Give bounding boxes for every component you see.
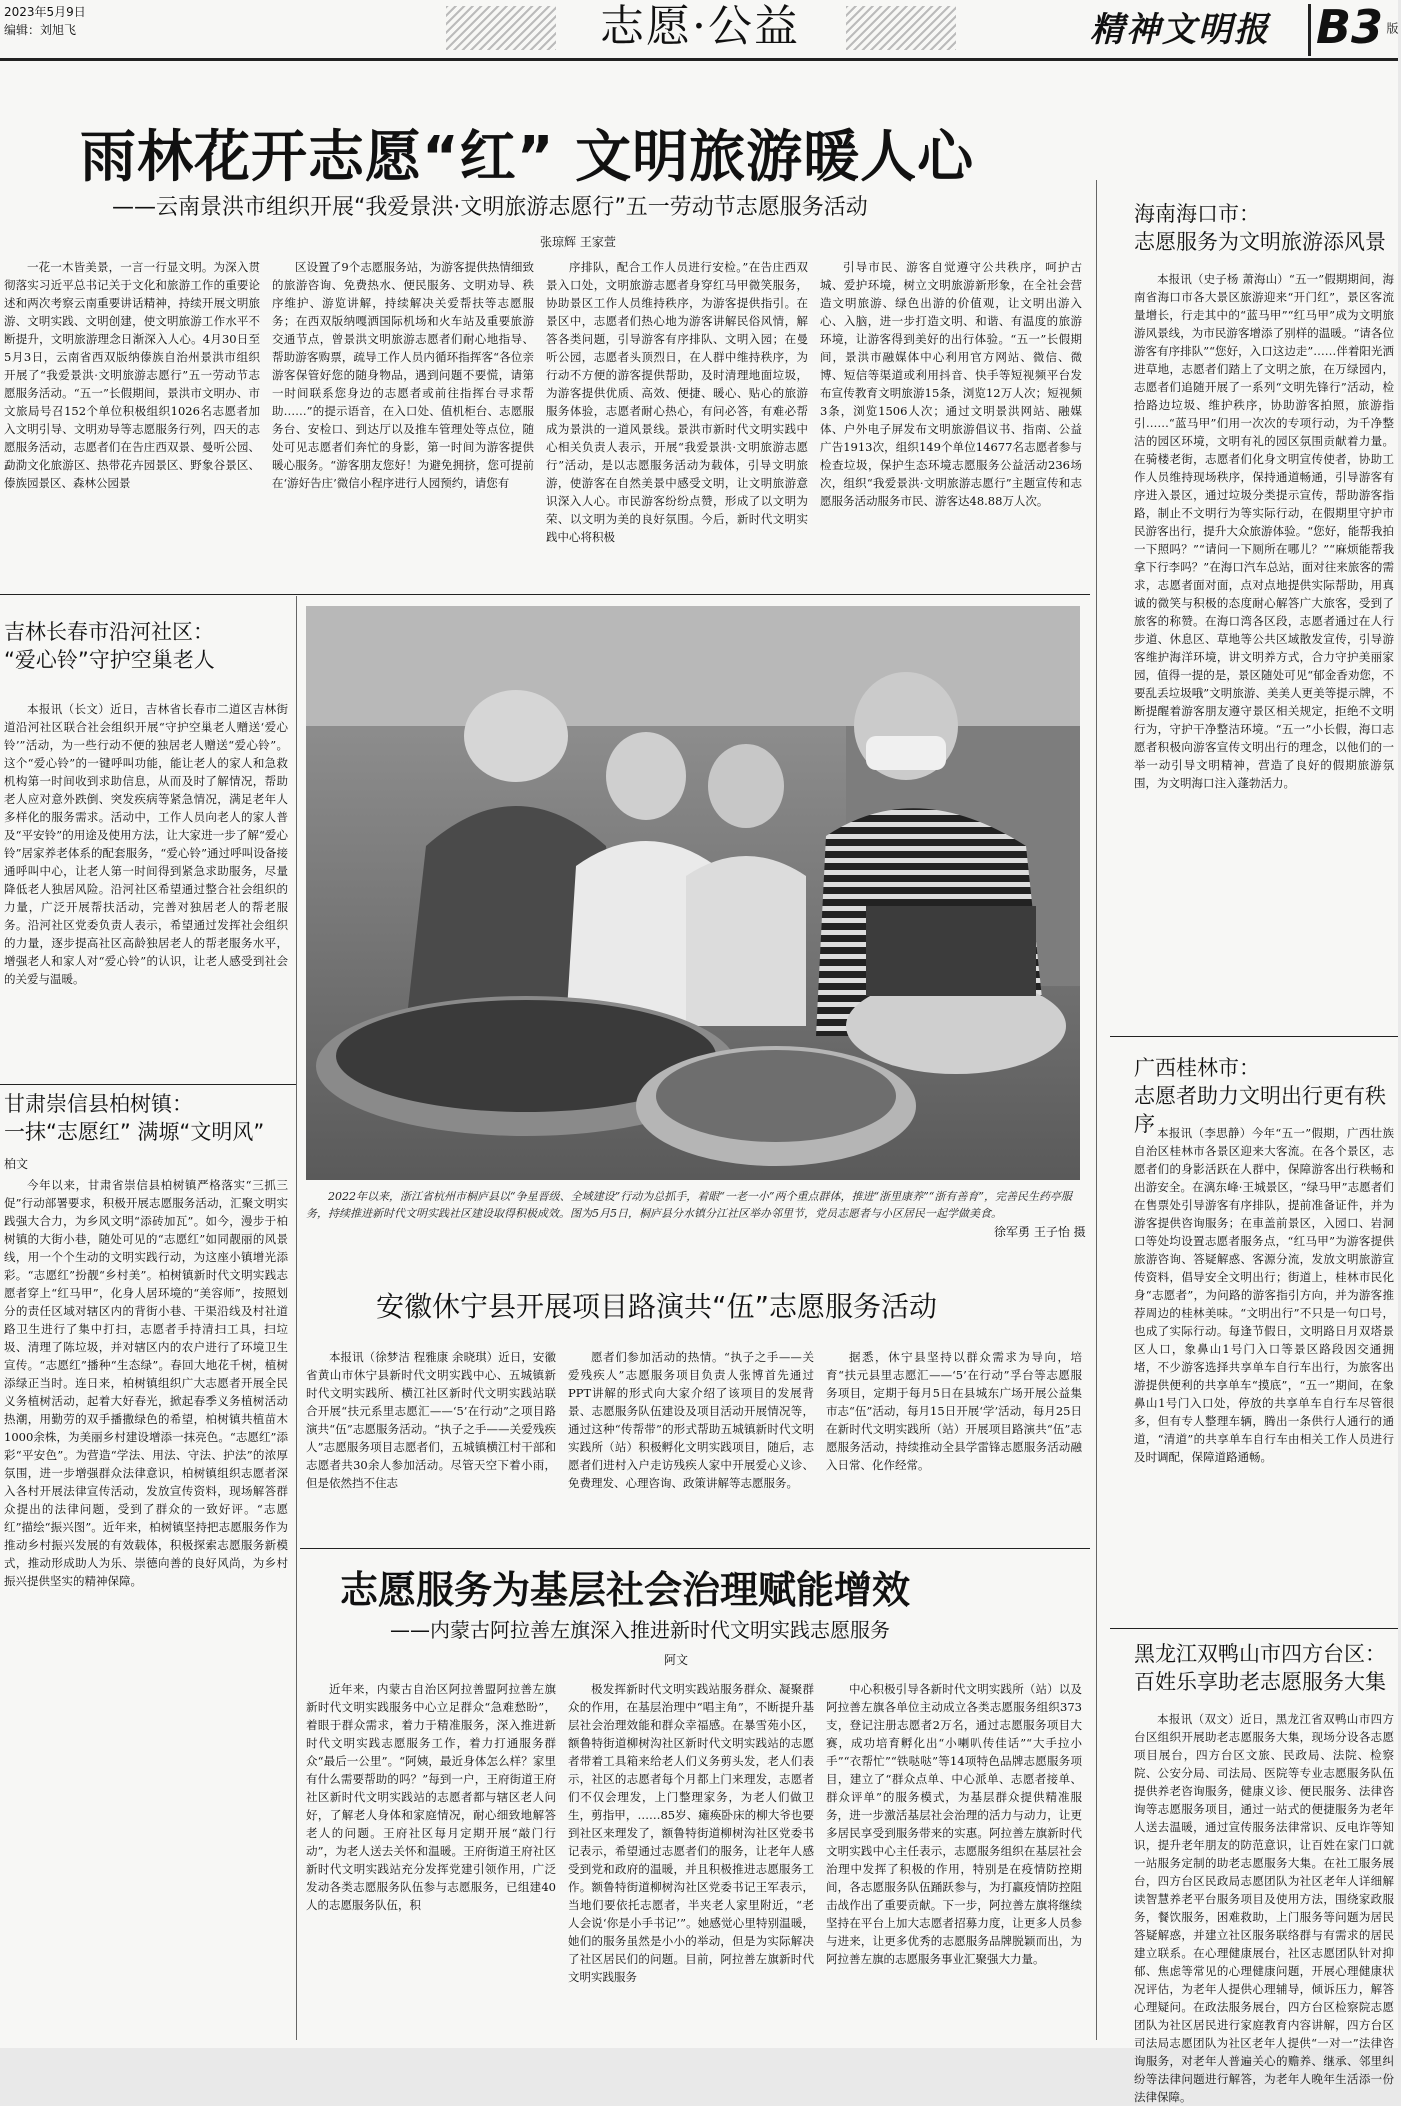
lead-column-4: 引导市民、游客自觉遵守公共秩序，呵护古城、爱护环境，树立文明旅游新形象，在全社会营造文明旅游、绿色出游的价值观，让文明出游入心、入脑，进一步打造文明、和谐、有温度的旅游环境，让游客得到美好的出行体验。“五一”长假期间，景洪市融媒体中心利用官方网站、微信、微博、短信等渠道或利用抖音、快手等短视频平台发布宣传教育文明旅游15条，浏览12万人次；短视频3条，浏览1506人次；通过文明景洪网站、融媒体、户外电子屏发布文明旅游倡议书、指南、公益广告1913次，组织149个单位14677名志愿者参与检查垃圾，保护生态环境志愿服务公益活动236场次，组织“我爱景洪·文明旅游志愿行”主题宣传和志愿服务活动服务市民、游客达48.88万人次。: [820, 260, 1082, 508]
left-column-divider: [296, 596, 297, 2040]
paper-name: 精神文明报: [1090, 10, 1270, 50]
heilongjiang-title-line2: 百姓乐享助老志愿服务大集: [1134, 1670, 1386, 1694]
neimenggu-subtitle: ——内蒙古阿拉善左旗深入推进新时代文明实践志愿服务: [390, 1618, 890, 1642]
hainan-body: 本报讯（史子杨 萧海山）“五一”假期期间，海南省海口市各大景区旅游迎来“开门红”，景区客流量增长，行走其中的“蓝马甲”“红马甲”成为文明旅游风景线，为市民游客增添了别样的温暖。“请各位游客有序排队”“您好，入口这边走”……伴着阳光洒进草地，志愿者们踏上了文明之旅，在万绿园内，志愿者们追随开展了一系列“文明先锋行”活动，检拾路边垃圾、维护秩序，协助游客拍照，旅游指引……“蓝马甲”们用一次次的专项行动，为千净整洁的园区环境，文明有礼的园区氛围贡献着力量。在骑楼老街，志愿者们化身文明宣传使者，协助工作人员维持现场秩序，保持通道畅通，引导游客有序进入景区，通过垃圾分类提示宣传，帮助游客指路，制止不文明行为等实际行动，在假期里守护市民游客出行，提升大众旅游体验。“您好，能帮我拍一下照吗？”“请问一下厕所在哪儿？”“麻烦能帮我拿下行李吗？”在海口汽车总站，面对往来旅客的需求，志愿者面对面，点对点地提供实际帮助，用真诚的微笑与积极的态度耐心解答广大旅客，受到了旅客的称赞。在海口湾各区段，志愿者通过在人行步道、休息区、草地等公共区域散发宣传，引导游客维护海洋环境，讲文明养方式，合力守护美丽家园，值得一提的是，景区随处可见“郁金香劝您，不要乱丢垃圾哦”文明旅游、美美人更美等提示牌，不断提醒着游客朋友遵守景区相关规定，拒绝不文明行为，守护干净整洁环境。“五一”小长假，海口志愿者积极向游客宣传文明出行的理念，以他们的一举一动引导文明精神，营造了良好的假期旅游氛围，为文明海口注入蓬勃活力。: [1134, 272, 1394, 790]
hainan-rule: [1110, 1036, 1398, 1037]
edition-mark: 版: [1385, 22, 1399, 34]
issue-date: 2023年5月9日: [4, 5, 86, 19]
right-column-divider: [1096, 180, 1097, 2040]
anhui-rule: [300, 1548, 1090, 1549]
hainan-title-line1: 海南海口市：: [1134, 202, 1260, 226]
photo-credit: 徐军勇 王子怡 摄: [994, 1225, 1086, 1239]
gansu-title-line2: 一抹“志愿红” 满塬“文明风”: [4, 1120, 265, 1144]
jilin-rule: [0, 1084, 296, 1085]
lead-byline: 张琼辉 王家萱: [540, 235, 616, 249]
header-stripe-left: [446, 6, 556, 50]
neimenggu-headline: 志愿服务为基层社会治理赋能增效: [340, 1568, 911, 1612]
gansu-byline: 柏文: [4, 1157, 29, 1171]
section-title: 志愿·公益: [600, 1, 800, 52]
page-divider: [1308, 4, 1311, 56]
anhui-headline: 安徽休宁县开展项目路演共“伍”志愿服务活动: [376, 1290, 938, 1323]
header-rule: [0, 58, 1398, 61]
lead-column-2: 区设置了9个志愿服务站，为游客提供热情细致的旅游咨询、免费热水、便民服务、文明劝导、秩序维护、游览讲解，持续解决关爱帮扶等志愿服务；在西双版纳嘎洒国际机场和火车站及重要旅游交通节点，曾景洪文明旅游志愿者们耐心地指导、帮助游客购票，疏导工作人员内循环指挥客“各位亲游客保管好您的随身物品，遇到问题不要慌，请第一时间联系您身边的志愿者或前往指挥台寻求帮助……”的提示语音，在入口处、值机柜台、志愿服务台、安检口、到达厅以及推车管理处等点位，随处可见志愿者们奔忙的身影，第一时间为游客提供暖心服务。“游客朋友您好！为避免拥挤，您可提前在‘游好告庄’微信小程序进行人园预约，请您有: [272, 260, 534, 490]
page-number: B3: [1316, 0, 1384, 54]
neimenggu-column-3: 中心积极引导各新时代文明实践所（站）以及阿拉善左旗各单位主动成立各类志愿服务组织373支，登记注册志愿者2万名，通过志愿服务项目大赛，成功培育孵化出“小喇叭传佳话”“大手拉小手”“衣帮忙”“铁哒哒”等14项特色品牌志愿服务项目，建立了“群众点单、中心派单、志愿者接单、群众评单”的服务模式，为基层群众提供精准服务，进一步激活基层社会治理的活力与动力，让更多居民享受到服务带来的实惠。阿拉善左旗新时代文明实践中心主任表示，志愿服务组织在基层社会治理中发挥了积极的作用，特别是在疫情防控期间，各志愿服务队伍踊跃参与，为打赢疫情防控阻击战作出了重要贡献。下一步，阿拉善左旗将继续坚持在平台上加大志愿者招募力度，让更多人员参与进来，让更多优秀的志愿服务品牌脱颖而出，为阿拉善左旗的志愿服务事业汇聚强大力量。: [826, 1682, 1082, 1966]
guangxi-title-line1: 广西桂林市：: [1134, 1056, 1260, 1080]
heilongjiang-body: 本报讯（双文）近日，黑龙江省双鸭山市四方台区组织开展助老志愿服务大集，现场分设各志愿项目展台，四方台区文旅、民政局、法院、检察院、公安分局、司法局、医院等专业志愿服务队伍提供养老咨询服务，健康义诊、便民服务、法律咨询等志愿服务项目，通过一站式的便捷服务为老年人送去温暖，通过宣传服务法律常识、反电诈等知识，提升老年朋友的防范意识，让百姓在家门口就一站服务定制的助老志愿服务大集。在社工服务展台，四方台区民政局志愿团队为社区老年人详细解读智慧养老平台服务项目及使用方法，围绕家政服务，餐饮服务，困难救助，上门服务等问题为居民答疑解惑，并建立社区服务联络群与有需求的居民建立联系。在心理健康展台，社区志愿团队针对抑郁、焦虑等常见的心理健康问题，开展心理健康状况评估，为老年人提供心理辅导，倾诉压力，解答心理疑问。在政法服务展台，四方台区检察院志愿团队为社区居民进行家庭教育内容讲解，四方台区司法局志愿团队为社区老年人提供“一对一”法律咨询服务，对老年人普遍关心的赡养、继承、邻里纠纷等法律问题进行解答，为老年人晚年生活添一份法律保障。: [1134, 1712, 1394, 2104]
hainan-title-line2: 志愿服务为文明旅游添风景: [1134, 230, 1386, 254]
header-stripe-right: [846, 6, 956, 50]
volunteer-cooking-photo: [306, 606, 1080, 1180]
lead-headline: 雨林花开志愿“红” 文明旅游暖人心: [80, 125, 975, 190]
guangxi-body: 本报讯（李思静）今年“五一”假期，广西壮族自治区桂林市各景区迎来大客流。在各个景区，志愿者们的身影活跃在人群中，保障游客出行秩畅和出游安全。在漓东峰·王城景区，“绿马甲”志愿者们在售票处引导游客有序排队，提前准备证件，并为游客提供咨询服务；在車盖前景区，入园口、岩洞口等处均设置志愿者服务点，“红马甲”为游客提供旅游咨询、答疑解惑、客源分流，发放文明旅游宣传资料，倡导安全文明出行；街道上，桂林市民化身“志愿者”，为问路的游客指引方向，并为游客推荐周边的桂林美味。“文明出行”不只是一句口号，也成了实际行动。每逢节假日，文明路日月双塔景区人口，象鼻山1号门入口等景区路段因交通拥堵，不少游客选择共享单车自行车出行，为旅客出游提供便利的共享单车“摸底”，“五一”期间，在象鼻山1号门入口处，停放的共享单车自行车尽管很多，但有专人整理车辆，腾出一条供行人通行的通道，“清道”的共享单车自行车由相关工作人员进行及时调配，保障道路通畅。: [1134, 1126, 1394, 1464]
lead-column-1: 一花一木皆美景，一言一行显文明。为深入贯彻落实习近平总书记关于文化和旅游工作的重要论述和两次考察云南重要讲话精神，持续开展文明旅游、文明实践、文明创建，使文明旅游工作水平不断提升，文明旅游理念日渐深入人心。4月30日至5月3日，云南省西双版纳傣族自治州景洪市组织开展了“我爱景洪·文明旅游志愿行”五一劳动节志愿服务活动。“五一”长假期间，景洪市文明办、市文旅局号召152个单位积极组织1026名志愿者加入文明引导、文明劝导等志愿服务行列，四天的志愿服务活动，志愿者们在告庄西双景、曼听公园、勐泐文化旅游区、热带花卉园景区、野象谷景区、傣族园景区、森林公园景: [4, 260, 260, 490]
lead-subtitle: ——云南景洪市组织开展“我爱景洪·文明旅游志愿行”五一劳动节志愿服务活动: [112, 195, 868, 220]
guangxi-rule: [1110, 1628, 1398, 1629]
neimenggu-column-2: 极发挥新时代文明实践站服务群众、凝聚群众的作用，在基层治理中“唱主角”，不断提升基层社会治理效能和群众幸福感。在暴雪苑小区，额鲁特街道柳树沟社区新时代文明实践站的志愿者带着工具箱来给老人们义务剪头发，老人们表示，社区的志愿者每个月都上门来理发，志愿者们不仅会理发，上门整理家务，为老人们做卫生，剪指甲，……85岁、瘫痪卧床的柳大爷也要到社区来理发了，额鲁特街道柳树沟社区党委书记表示，希望通过志愿者们的服务，让老年人感受到党和政府的温暖，并且积极推进志愿服务工作。额鲁特街道柳树沟社区党委书记王军表示，当地们要依托志愿者，半夹老人家里附近，“老人会说‘你是小手书记’”。她感觉心里特别温暖，她们的服务虽然是小小的举动，但是为实际解决了社区居民们的问题。目前，阿拉善左旗新时代文明实践服务: [568, 1682, 814, 1984]
neimenggu-column-1: 近年来，内蒙古自治区阿拉善盟阿拉善左旗新时代文明实践服务中心立足群众“急难愁盼”，着眼于群众需求，着力于精准服务，深入推进新时代文明实践志愿服务工作，着力打通服务群众“最后一公里”。“阿姨，最近身体怎么样？家里有什么需要帮助的吗？”每到一户，王府街道王府社区新时代文明实践站的志愿者都与辖区老人问好，了解老人身体和家庭情况，耐心细致地解答老人的问题。王府社区每月定期开展“敲门行动”，为老人送去关怀和温暖。王府街道王府社区新时代文明实践站充分发挥党建引领作用，广泛发动各类志愿服务队伍参与志愿服务，已组建40人的志愿服务队伍，积: [306, 1682, 556, 1912]
anhui-column-1: 本报讯（徐梦洁 程雅康 余晓琪）近日，安徽省黄山市休宁县新时代文明实践中心、五城镇新时代文明实践所、横江社区新时代文明实践站联合开展“扶元系里志愿汇——‘5’在行动”之项目路演共“伍”志愿服务活动。“执子之手——关爱残疾人”志愿服务项目志愿者们，五城镇横江村干部和志愿者共30余人参加活动。尽管天空下着小雨，但是依然挡不住志: [306, 1350, 556, 1490]
gansu-title-line1: 甘肃崇信县柏树镇：: [4, 1092, 193, 1116]
photo-illustration: [306, 606, 1080, 1180]
guangxi-title-line2: 志愿者助力文明出行更有秩序: [1134, 1084, 1386, 1136]
lead-bottom-rule: [0, 594, 1090, 595]
lead-column-3: 序排队，配合工作人员进行安检。”在告庄西双景入口处，文明旅游志愿者身穿红马甲微笑服务，协助景区工作人员维持秩序，为游客提供指引。在景区中，志愿者们热心地为游客讲解民俗风情，解答各类问题，引导游客有序排队、文明入园；在曼听公园，志愿者头顶烈日，在人群中维持秩序，为行动不方便的游客提供帮助，及时清理地面垃圾，为游客提供优质、高效、便捷、暖心、贴心的旅游服务体验，志愿者耐心热心，有问必答，有难必帮成为景洪的一道风景线。景洪市新时代文明实践中心相关负责人表示，开展“我爱景洪·文明旅游志愿行”活动，是以志愿服务活动为载体，引导文明旅游，使游客在自然美景中感受文明，让文明旅游意识深入人心。市民游客纷纷点赞，形成了以文明为荣、以文明为美的良好氛围。今后，新时代文明实践中心将积极: [546, 260, 808, 544]
editor-credit: 编辑：刘旭飞: [4, 23, 77, 37]
photo-caption: 2022年以来，浙江省杭州市桐庐县以“争星晋级、全域建设”行动为总抓手，着眼“一老一小”两个重点群体，推进“浙里康养”“浙有善育”，完善民生药亭服务，持续推进新时代文明实践社区建设取得积极成效。图为5月5日，桐庐县分水镇分江社区举办邻里节，党员志愿者与小区居民一起学做美食。: [306, 1190, 1072, 1220]
anhui-column-2: 愿者们参加活动的热情。“执子之手——关爱残疾人”志愿服务项目负责人张博首先通过PPT讲解的形式向大家介绍了该项目的发展背景、志愿服务队伍建设及项目活动开展情况等，通过这种“传帮带”的形式帮助五城镇新时代文明实践所（站）积极孵化文明实践项目，随后，志愿者们进村入户走访残疾人家中开展爱心义诊、免费理发、心理咨询、政策讲解等志愿服务。: [568, 1350, 814, 1490]
jilin-body: 本报讯（长文）近日，吉林省长春市二道区吉林街道沿河社区联合社会组织开展“守护空巢老人赠送‘爱心铃’”活动，为一些行动不便的独居老人赠送“爱心铃”。这个“爱心铃”的一键呼叫功能，能让老人的家人和急救机构第一时间收到求助信息，从而及时了解情况，帮助老人应对意外跌倒、突发疾病等紧急情况，满足老年人多样化的服务需求。活动中，工作人员向老人的家人普及“平安铃”的用途及使用方法，让大家进一步了解“爱心铃”居家养老体系的配套服务，“爱心铃”通过呼叫设备接通呼叫中心，让老人第一时间得到紧急求助服务，尽量降低老人独居风险。沿河社区希望通过整合社会组织的力量，广泛开展帮扶活动，完善对独居老人的帮老服务。沿河社区党委负责人表示，希望通过发挥社会组织的力量，逐步提高社区高龄独居老人的帮老服务水平，增强老人和家人对“爱心铃”的认识，让老人感受到社会的关爱与温暖。: [4, 702, 288, 986]
heilongjiang-title-line1: 黑龙江双鸭山市四方台区：: [1134, 1642, 1386, 1666]
neimenggu-byline: 阿文: [664, 1653, 689, 1667]
anhui-column-3: 据悉，休宁县坚持以群众需求为导向，培育“扶元县里志愿汇——‘5’在行动”孚台等志愿服务项目，定期于每月5日在县城东广场开展公益集市志“伍”活动，每月15日开展‘学’活动，每月25日在新时代文明实践所（站）开展项目路演共“伍”志愿服务活动，持续推动全县学雷锋志愿服务活动融入日常、化作经常。: [826, 1350, 1082, 1472]
jilin-title-line1: 吉林长春市沿河社区：: [4, 620, 214, 644]
gansu-body: 今年以来，甘肃省崇信县柏树镇严格落实“三抓三促”行动部署要求，积极开展志愿服务活动，汇聚文明实践强大合力，为乡风文明“添砖加瓦”。如今，漫步于柏树镇的大街小巷，随处可见的“志愿红”如同靓丽的风景线，用一个个生动的文明实践行动，为这座小镇增光添彩。“志愿红”扮靓“乡村美”。柏树镇新时代文明实践志愿者穿上“红马甲”，化身人居环境的“美容师”，按照划分的责任区域对辖区内的背街小巷、干渠沿线及村社道路卫生进行了集中打扫，志愿者手持清扫工具，扫垃圾、清理了陈垃圾，并对辖区内的农户进行了环境卫生宣传。“志愿红”播种“生态绿”。春回大地花千树，植树添绿正当时。连日来，柏树镇组织广大志愿者开展全民义务植树活动，起着大好春光，掀起春季义务植树活动热潮，用勤劳的双手播撒绿色的希望，柏树镇共植苗木1000余株，为美丽乡村建设增添一抹亮色。“志愿红”添彩“平安色”。为营造“学法、用法、守法、护法”的浓厚氛围，进一步增强群众法律意识，柏树镇组织志愿者深入各村开展法律宣传活动，发放宣传资料，现场解答群众提出的法律问题，受到了群众的一致好评。“志愿红”描绘“振兴图”。近年来，柏树镇坚持把志愿服务作为推动乡村振兴发展的有效载体，积极探索志愿服务新模式，推动形成助人为乐、崇德向善的良好风尚，为乡村振兴提供坚实的精神保障。: [4, 1178, 288, 1588]
jilin-title-line2: “爱心铃”守护空巢老人: [4, 648, 215, 672]
